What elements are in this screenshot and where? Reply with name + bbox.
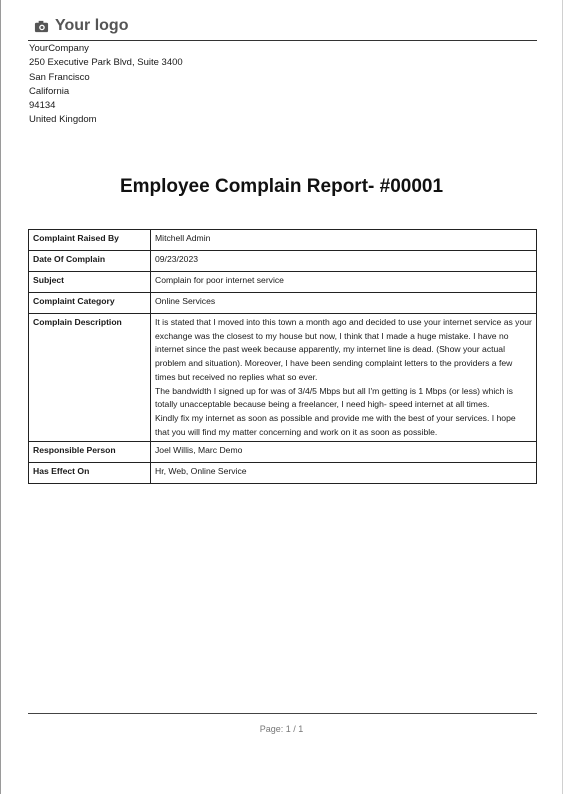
table-row	[29, 442, 537, 463]
table-row	[29, 272, 537, 293]
row-label: Responsible Person	[29, 442, 151, 463]
description-paragraph: It is stated that I moved into this town a month ago and decided to use your internet service as your exchange was the closest to my house but now, I think that I made a huge mistake. I have no internet since the past week because apparently, my internet line is dead. (Show your actual problem and situation). Moreover, I have been sending complaint letters to the providers a few times but received no replies what so ever.	[155, 317, 532, 382]
company-country: United Kingdom	[29, 114, 97, 126]
company-zip: 94134	[29, 100, 56, 112]
description-paragraph: The bandwidth I signed up for was of 3/4/5 Mbps but all I'm getting is 1 Mbps (or less) which is totally unacceptable because being a freelancer, I need high- speed internet at all times.	[155, 385, 513, 410]
page-number: Page: 1 / 1	[259, 724, 304, 734]
table-row-description	[29, 314, 537, 442]
row-value: Mitchell Admin	[151, 230, 537, 251]
company-name: YourCompany	[29, 43, 89, 54]
report-title: Employee Complain Report- #00001	[119, 176, 444, 197]
row-label: Complaint Category	[29, 293, 151, 314]
company-street: 250 Executive Park Blvd, Suite 3400	[29, 57, 183, 69]
row-label: Complain Description	[29, 314, 151, 442]
company-city: San Francisco	[29, 71, 90, 83]
complaint-description	[151, 314, 537, 442]
row-value: Hr, Web, Online Service	[151, 463, 537, 484]
report-header	[28, 14, 537, 126]
description-paragraph: Kindly fix my internet as soon as possible and provide me with the best of your services. I hope that you will find my matter concerning and work on it as soon as possible.	[155, 412, 516, 437]
header-divider	[28, 40, 537, 41]
row-label: Has Effect On	[29, 463, 151, 484]
company-address	[29, 42, 183, 128]
table-row	[29, 293, 537, 314]
page-edge-left	[0, 0, 1, 794]
row-label: Complaint Raised By	[29, 230, 151, 251]
row-value: 09/23/2023	[151, 251, 537, 272]
table-row	[29, 463, 537, 484]
row-label: Subject	[29, 272, 151, 293]
row-label: Date Of Complain	[29, 251, 151, 272]
camera-icon	[34, 19, 49, 34]
logo-text: Your logo	[55, 17, 129, 34]
row-value: Complain for poor internet service	[151, 272, 537, 293]
table-row	[29, 230, 537, 251]
row-value: Joel Willis, Marc Demo	[151, 442, 537, 463]
row-value: Online Services	[151, 293, 537, 314]
company-state: California	[29, 85, 70, 97]
footer-divider	[28, 713, 537, 714]
company-logo	[28, 14, 537, 38]
table-row	[29, 251, 537, 272]
complaint-details-table	[28, 229, 537, 484]
